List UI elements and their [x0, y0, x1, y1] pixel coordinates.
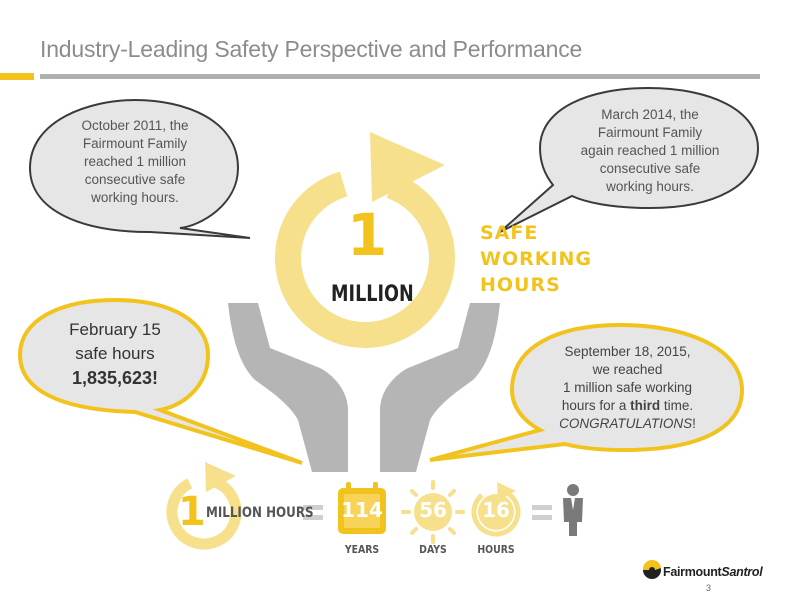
center-million: MILLION: [331, 282, 414, 307]
safe-working-hours: [480, 220, 592, 298]
days-label: DAYS: [419, 543, 447, 556]
feb-line1: February 15: [69, 320, 161, 339]
bubble-mar2014-text: [560, 106, 740, 196]
sep-line4c: time.: [660, 398, 694, 413]
oct-line: working hours.: [91, 190, 179, 205]
mar-line: Fairmount Family: [597, 125, 703, 140]
page-number: 3: [706, 583, 712, 593]
years-label: YEARS: [344, 543, 380, 556]
days-value: 56: [419, 498, 447, 522]
sep-line5: [530, 415, 725, 433]
sep-line4: [530, 397, 725, 415]
working-label: WORKING: [480, 248, 593, 270]
bubble-sep2015-text: [530, 343, 725, 433]
feb-line3: 1,835,623!: [71, 368, 159, 388]
sep-line2: we reached: [592, 362, 663, 377]
sep-line5a: CONGRATULATIONS: [559, 416, 693, 431]
center-number: 1: [346, 201, 388, 269]
logo-text: [663, 565, 762, 579]
logo-text-a: Fairmount: [663, 565, 722, 579]
sep-line5b: !: [692, 416, 696, 431]
eq-million-hours: MILLION HOURS: [206, 505, 314, 521]
mar-line: March 2014, the: [601, 107, 699, 122]
bubble-oct2011-text: [55, 117, 215, 207]
bubble-feb15-text: [45, 318, 185, 390]
sep-line4a: hours for a: [561, 398, 631, 413]
safe-label: SAFE: [480, 222, 539, 244]
oct-line: October 2011, the: [81, 118, 189, 133]
oct-line: reached 1 million: [83, 154, 187, 169]
logo-text-b: Santrol: [721, 565, 763, 579]
sep-line4b: third: [630, 398, 661, 413]
oct-line: consecutive safe: [84, 172, 186, 187]
logo-icon: [643, 560, 661, 579]
person-icon: [563, 484, 583, 536]
page-title: Industry-Leading Safety Perspective and Performance: [40, 36, 583, 62]
eq-one: 1: [178, 489, 206, 535]
mar-line: consecutive safe: [599, 161, 701, 176]
sep-line1: September 18, 2015,: [564, 344, 691, 359]
sep-line3: 1 million safe working: [562, 380, 693, 395]
hours-value: 16: [482, 498, 510, 522]
feb-line2: safe hours: [75, 344, 155, 363]
hours-label-bottom: HOURS: [477, 543, 515, 556]
equals-icon-2: [532, 505, 552, 520]
mar-line: working hours.: [606, 179, 694, 194]
oct-line: Fairmount Family: [82, 136, 188, 151]
mar-line: again reached 1 million: [580, 143, 720, 158]
hours-label: HOURS: [480, 274, 561, 296]
years-value: 114: [341, 498, 383, 522]
